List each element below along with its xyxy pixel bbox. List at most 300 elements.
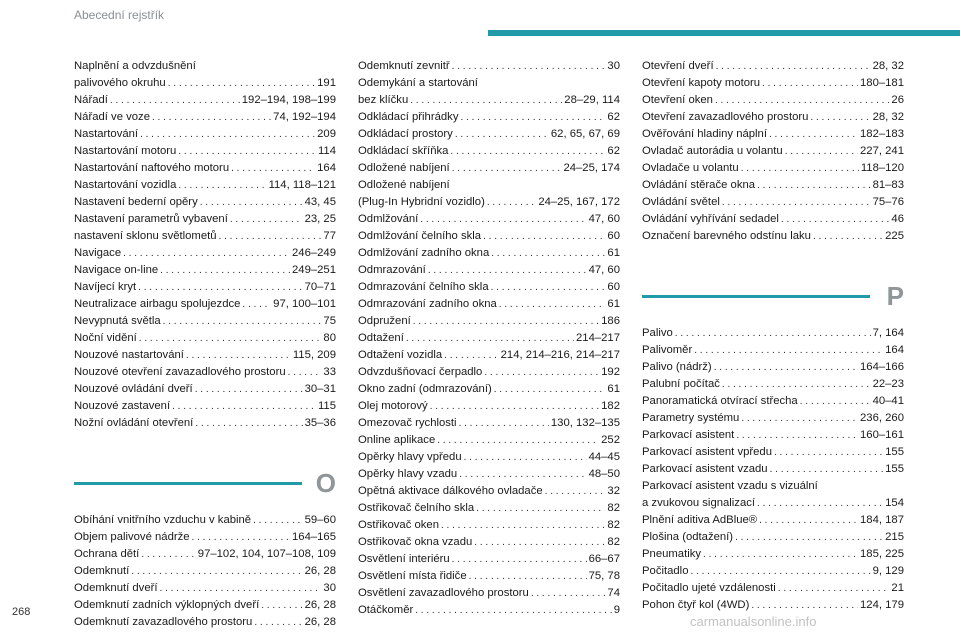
dot-leader xyxy=(138,279,302,296)
index-entry xyxy=(642,393,904,410)
header-accent-bar xyxy=(488,30,960,36)
index-entry xyxy=(74,177,336,194)
index-entry-label: Otevření dveří xyxy=(642,60,714,72)
index-entry xyxy=(358,211,620,228)
dot-leader xyxy=(694,342,883,359)
index-entry xyxy=(358,330,620,347)
dot-leader xyxy=(242,296,271,313)
dot-leader xyxy=(810,109,870,126)
index-entry-pages: 44–45 xyxy=(588,451,620,463)
index-entry xyxy=(74,563,336,580)
dot-leader xyxy=(531,585,606,602)
index-entry-line xyxy=(642,444,904,461)
index-entry-pages: 124, 179 xyxy=(860,599,904,611)
dot-leader xyxy=(178,143,316,160)
index-entry-line xyxy=(642,410,904,427)
index-entry-line xyxy=(358,381,620,398)
index-entry-line xyxy=(74,347,336,364)
dot-leader xyxy=(430,398,599,415)
dot-leader xyxy=(437,432,599,449)
index-entry xyxy=(358,313,620,330)
dot-leader xyxy=(452,58,606,75)
dot-leader xyxy=(675,325,871,342)
index-entry xyxy=(358,398,620,415)
index-entry-line xyxy=(74,580,336,597)
index-entry-line xyxy=(74,296,336,313)
index-entry-label: Parkovací asistent vpředu xyxy=(642,446,772,458)
index-entry-pages: 81–83 xyxy=(872,179,904,191)
index-entry xyxy=(74,228,336,245)
index-entry-pages: 115 xyxy=(317,400,336,412)
index-entry-label: Objem palivové nádrže xyxy=(74,531,190,543)
index-entry-line xyxy=(358,568,620,585)
dot-leader xyxy=(441,517,605,534)
index-entry xyxy=(358,228,620,245)
index-entry-pages: 61 xyxy=(607,383,620,395)
dot-leader xyxy=(757,495,883,512)
index-entry xyxy=(642,194,904,211)
index-entry-line xyxy=(358,313,620,330)
dot-leader xyxy=(800,393,871,410)
index-entry xyxy=(74,262,336,279)
index-entry-pages: 97, 100–101 xyxy=(273,298,336,310)
section-letter: P xyxy=(886,281,904,311)
index-entry-label: Osvětlení interiéru xyxy=(358,553,450,565)
index-entry-pages: 164–165 xyxy=(292,531,336,543)
index-entry xyxy=(74,211,336,228)
index-entry-line xyxy=(642,126,904,143)
index-entry-label: Odmrazování zadního okna xyxy=(358,298,497,310)
index-entry-label: Ovládání stěrače okna xyxy=(642,179,756,191)
dot-leader xyxy=(474,534,605,551)
index-entry xyxy=(642,342,904,359)
index-entry-line xyxy=(358,143,620,160)
index-entry xyxy=(642,160,904,177)
index-entry-line xyxy=(642,109,904,126)
index-entry-line xyxy=(74,211,336,228)
dot-leader xyxy=(770,461,884,478)
index-entry-label: Odtažení xyxy=(358,332,404,344)
index-entry-label: Počitadlo xyxy=(642,565,689,577)
dot-leader xyxy=(168,75,315,92)
index-entry-label: Nožní ovládání otevření xyxy=(74,417,194,429)
index-entry xyxy=(642,75,904,92)
index-entry-pages: 184, 187 xyxy=(860,514,904,526)
dot-leader xyxy=(759,512,858,529)
index-entry xyxy=(358,279,620,296)
index-entry xyxy=(74,296,336,313)
index-entry-pages: 74, 192–194 xyxy=(273,111,336,123)
index-entry-line xyxy=(74,546,336,563)
index-entry-pages: 22–23 xyxy=(872,378,904,390)
index-entry-line xyxy=(358,483,620,500)
index-entry-pages: 249–251 xyxy=(292,264,336,276)
index-entry-pages: 30 xyxy=(607,60,620,72)
index-entry-label: Palivoměr xyxy=(642,344,693,356)
index-entry-label: Otáčkoměr xyxy=(358,604,414,616)
dot-leader xyxy=(110,92,240,109)
index-entry-pages: 180–181 xyxy=(860,77,904,89)
index-entry-line xyxy=(358,245,620,262)
index-entry-pages: 227, 241 xyxy=(860,145,904,157)
index-entry xyxy=(358,245,620,262)
index-entry xyxy=(358,551,620,568)
index-entry xyxy=(74,194,336,211)
index-entry-pages: 48–50 xyxy=(588,468,620,480)
dot-leader xyxy=(690,563,870,580)
index-column-2 xyxy=(358,58,620,619)
index-entry-line xyxy=(74,512,336,529)
index-entry-pages: 32 xyxy=(607,485,620,497)
section-letter: O xyxy=(315,468,336,498)
index-entry-line xyxy=(642,194,904,211)
dot-leader xyxy=(261,597,302,614)
dot-leader xyxy=(545,483,606,500)
dot-leader xyxy=(195,381,303,398)
index-entry-line xyxy=(358,415,620,432)
index-entry-label: Odemknutí zadních výklopných dveří xyxy=(74,599,260,611)
index-entry-label: Nářadí ve voze xyxy=(74,111,150,123)
index-entry-line xyxy=(358,194,620,211)
dot-leader xyxy=(499,296,606,313)
index-entry-label: Olej motorový xyxy=(358,400,428,412)
dot-leader xyxy=(172,398,316,415)
index-entry-line xyxy=(642,546,904,563)
index-entry-pages: 97–102, 104, 107–108, 109 xyxy=(197,548,336,560)
index-entry-pages: 155 xyxy=(885,463,904,475)
index-entry-label: Ochrana dětí xyxy=(74,548,140,560)
index-entry xyxy=(642,546,904,563)
dot-leader xyxy=(288,364,322,381)
index-entry-line xyxy=(642,143,904,160)
index-entry-line xyxy=(358,211,620,228)
index-entry-pages: 35–36 xyxy=(304,417,336,429)
section-heading xyxy=(642,279,904,319)
index-entry xyxy=(358,415,620,432)
dot-leader xyxy=(131,563,302,580)
index-entry-pages: 24–25, 174 xyxy=(563,162,620,174)
index-entry-pages: 186 xyxy=(601,315,620,327)
index-entry xyxy=(642,109,904,126)
index-entry xyxy=(74,58,336,92)
index-entry-pages: 26, 28 xyxy=(304,565,336,577)
dot-leader xyxy=(476,500,605,517)
dot-leader xyxy=(253,512,302,529)
index-entry-pages: 75, 78 xyxy=(588,570,620,582)
index-entry-line xyxy=(358,279,620,296)
index-entry-pages: 60 xyxy=(607,281,620,293)
dot-leader xyxy=(751,597,858,614)
dot-leader xyxy=(140,126,315,143)
index-entry-pages: 47, 60 xyxy=(588,264,620,276)
index-entry xyxy=(642,563,904,580)
dot-leader xyxy=(178,177,266,194)
index-entry-label: Parkovací asistent vzadu xyxy=(642,463,768,475)
index-entry-pages: 40–41 xyxy=(872,395,904,407)
index-entry-pages: 209 xyxy=(317,128,336,140)
index-entry-label: Odložené nabíjení xyxy=(358,179,450,191)
index-entry xyxy=(74,597,336,614)
index-entry-line xyxy=(358,347,620,364)
index-entry-line xyxy=(358,92,620,109)
index-entry-label: Otevření oken xyxy=(642,94,713,106)
index-entry-pages: 30–31 xyxy=(304,383,336,395)
index-entry xyxy=(642,228,904,245)
index-entry-pages: 21 xyxy=(891,582,904,594)
index-entry-label: palivového okruhu xyxy=(74,77,166,89)
section-rule xyxy=(74,482,302,485)
index-entry-label: Nastartování naftového motoru xyxy=(74,162,230,174)
index-entry-pages: 23, 25 xyxy=(304,213,336,225)
index-entry-label: Ostřikovač čelního skla xyxy=(358,502,475,514)
dot-leader xyxy=(141,546,195,563)
index-entry-label: Palivo (nádrž) xyxy=(642,361,712,373)
index-entry-pages: 114, 118–121 xyxy=(268,179,336,191)
index-entry-label: Navigace xyxy=(74,247,122,259)
index-entry-label: Plošina (odtažení) xyxy=(642,531,734,543)
index-entry xyxy=(358,381,620,398)
index-entry-line xyxy=(642,563,904,580)
index-entry xyxy=(642,444,904,461)
index-entry-pages: 252 xyxy=(601,434,620,446)
index-entry xyxy=(642,376,904,393)
index-entry-line xyxy=(358,517,620,534)
index-entry-pages: 192 xyxy=(601,366,620,378)
index-entry-pages: 28, 32 xyxy=(872,60,904,72)
index-entry-pages: 62, 65, 67, 69 xyxy=(550,128,620,140)
index-entry-label: Ostřikovač okna vzadu xyxy=(358,536,473,548)
dot-leader xyxy=(200,194,303,211)
index-entry xyxy=(642,177,904,194)
index-entry-label: Odkládací přihrádky xyxy=(358,111,459,123)
index-entry-line xyxy=(74,75,336,92)
index-entry-label: Odkládací skříňka xyxy=(358,145,449,157)
index-entry-line xyxy=(642,160,904,177)
index-entry-label: Odmlžování čelního skla xyxy=(358,230,482,242)
index-entry-line xyxy=(642,376,904,393)
index-entry xyxy=(358,432,620,449)
index-entry-pages: 77 xyxy=(323,230,336,242)
index-entry-label: Noční vidění xyxy=(74,332,137,344)
dot-leader xyxy=(714,359,858,376)
dot-leader xyxy=(722,376,871,393)
index-entry-label: Parametry systému xyxy=(642,412,740,424)
index-entry-line xyxy=(642,359,904,376)
dot-leader xyxy=(762,75,858,92)
watermark: carmanualsonline.info xyxy=(690,614,817,629)
index-entry-label: Ovládání světel xyxy=(642,196,720,208)
dot-leader xyxy=(186,347,291,364)
index-entry-label: Odemykání a startování xyxy=(358,77,478,89)
index-entry xyxy=(358,364,620,381)
index-entry-line xyxy=(642,58,904,75)
index-entry-pages: 74 xyxy=(607,587,620,599)
index-entry-label: Opětná aktivace dálkového ovladače xyxy=(358,485,543,497)
index-entry-pages: 75 xyxy=(323,315,336,327)
index-entry-pages: 61 xyxy=(607,247,620,259)
dot-leader xyxy=(736,427,858,444)
dot-leader xyxy=(716,58,871,75)
index-entry-line xyxy=(358,534,620,551)
index-entry-pages: 33 xyxy=(323,366,336,378)
index-entry-line xyxy=(642,228,904,245)
index-entry-pages: 114 xyxy=(317,145,336,157)
index-entry-pages: 47, 60 xyxy=(588,213,620,225)
index-entry-line xyxy=(358,109,620,126)
index-entry-label: Okno zadní (odmrazování) xyxy=(358,383,492,395)
index-entry-line xyxy=(74,381,336,398)
index-entry-pages: 160–161 xyxy=(860,429,904,441)
index-entry-pages: 26 xyxy=(891,94,904,106)
dot-leader xyxy=(781,211,890,228)
dot-leader xyxy=(195,415,302,432)
index-entry xyxy=(74,109,336,126)
index-entry-pages: 215 xyxy=(885,531,904,543)
index-entry xyxy=(642,359,904,376)
dot-leader xyxy=(785,143,858,160)
index-entry-label: Nouzové ovládání dveří xyxy=(74,383,193,395)
index-entry-pages: 191 xyxy=(317,77,336,89)
index-entry-line xyxy=(358,126,620,143)
index-entry xyxy=(358,75,620,109)
index-entry-line xyxy=(358,585,620,602)
dot-leader xyxy=(139,330,322,347)
index-entry-line xyxy=(74,563,336,580)
index-entry xyxy=(358,517,620,534)
index-entry-label: Nastartování xyxy=(74,128,139,140)
index-entry-pages: 164–166 xyxy=(860,361,904,373)
index-entry-pages: 192–194, 198–199 xyxy=(241,94,336,106)
index-entry-line xyxy=(74,160,336,177)
dot-leader xyxy=(459,415,549,432)
index-entry-pages: 43, 45 xyxy=(304,196,336,208)
index-entry-label: Opěrky hlavy vzadu xyxy=(358,468,458,480)
index-entry-line xyxy=(642,529,904,546)
index-entry xyxy=(74,614,336,631)
index-entry xyxy=(74,126,336,143)
index-entry-pages: 66–67 xyxy=(588,553,620,565)
index-entry-label: Opěrky hlavy vpředu xyxy=(358,451,462,463)
dot-leader xyxy=(722,194,871,211)
index-entry-pages: 26, 28 xyxy=(304,599,336,611)
index-entry-label: Ovladač autorádia u volantu xyxy=(642,145,783,157)
dot-leader xyxy=(813,228,883,245)
index-entry-pages: 225 xyxy=(885,230,904,242)
index-entry xyxy=(358,126,620,143)
dot-leader xyxy=(160,262,290,279)
section-heading xyxy=(74,466,336,506)
index-entry xyxy=(74,330,336,347)
index-entry-line xyxy=(642,393,904,410)
index-entry-label: Osvětlení zavazadlového prostoru xyxy=(358,587,529,599)
index-entry-line xyxy=(358,398,620,415)
index-entry xyxy=(642,143,904,160)
index-entry-label: Odtažení vozidla xyxy=(358,349,443,361)
index-entry-line xyxy=(642,512,904,529)
index-entry-pages: 236, 260 xyxy=(860,412,904,424)
dot-leader xyxy=(254,614,302,631)
index-entry-pages: 30 xyxy=(323,582,336,594)
index-entry xyxy=(74,143,336,160)
index-entry-pages: 62 xyxy=(607,145,620,157)
index-entry-label: Nastartování motoru xyxy=(74,145,177,157)
dot-leader xyxy=(491,245,605,262)
dot-leader xyxy=(741,410,858,427)
index-entry-label: Naplnění a odvzdušnění xyxy=(74,60,196,72)
dot-leader xyxy=(219,228,322,245)
index-entry-line xyxy=(74,330,336,347)
section-rule xyxy=(642,295,870,298)
index-entry xyxy=(358,534,620,551)
dot-leader xyxy=(735,529,883,546)
index-entry-label: Nouzové zastavení xyxy=(74,400,171,412)
index-entry-pages: 62 xyxy=(607,111,620,123)
index-entry-label: Odmlžování zadního okna xyxy=(358,247,490,259)
index-entry-label: Palubní počítač xyxy=(642,378,720,390)
index-entry-pages: 80 xyxy=(323,332,336,344)
index-entry-line xyxy=(74,415,336,432)
index-entry-pages: 214–217 xyxy=(576,332,620,344)
dot-leader xyxy=(741,160,859,177)
index-entry-pages: 130, 132–135 xyxy=(550,417,620,429)
index-entry-line xyxy=(358,364,620,381)
index-entry-pages: 164 xyxy=(317,162,336,174)
index-entry-label: Pohon čtyř kol (4WD) xyxy=(642,599,750,611)
index-entry-pages: 75–76 xyxy=(872,196,904,208)
index-entry xyxy=(74,398,336,415)
index-entry xyxy=(642,478,904,512)
index-entry-pages: 46 xyxy=(891,213,904,225)
index-entry-label: Odemknutí zavazadlového prostoru xyxy=(74,616,253,628)
index-entry-label: bez klíčku xyxy=(358,94,409,106)
index-entry-label: Odkládací prostory xyxy=(358,128,453,140)
index-entry-label: Nevypnutá světla xyxy=(74,315,161,327)
dot-leader xyxy=(230,211,303,228)
index-entry-label: Odmrazování čelního skla xyxy=(358,281,489,293)
index-entry xyxy=(358,58,620,75)
index-entry xyxy=(358,585,620,602)
index-entry-pages: 82 xyxy=(607,502,620,514)
index-entry-label: Ověřování hladiny náplní xyxy=(642,128,767,140)
index-entry xyxy=(642,597,904,614)
index-entry-line xyxy=(74,529,336,546)
index-entry xyxy=(74,313,336,330)
dot-leader xyxy=(420,211,586,228)
index-entry-pages: 164 xyxy=(885,344,904,356)
dot-leader xyxy=(413,313,599,330)
index-entry-pages: 7, 164 xyxy=(872,327,904,339)
dot-leader xyxy=(452,160,562,177)
index-entry-label: Odemknutí dveří xyxy=(74,582,158,594)
index-entry xyxy=(358,568,620,585)
dot-leader xyxy=(757,177,871,194)
index-entry-label: Odvzdušňovací čerpadlo xyxy=(358,366,483,378)
index-entry-line xyxy=(358,449,620,466)
index-entry-line xyxy=(358,602,620,619)
index-entry xyxy=(74,529,336,546)
index-entry-line xyxy=(74,143,336,160)
dot-leader xyxy=(774,444,883,461)
index-entry-pages: 61 xyxy=(607,298,620,310)
index-entry-line xyxy=(358,330,620,347)
dot-leader xyxy=(469,568,587,585)
index-entry-pages: 28, 32 xyxy=(872,111,904,123)
index-entry xyxy=(74,381,336,398)
index-entry-label: Označení barevného odstínu laku xyxy=(642,230,811,242)
index-entry xyxy=(358,466,620,483)
index-entry-line xyxy=(74,313,336,330)
page-header-title: Abecední rejstřík xyxy=(74,8,165,22)
